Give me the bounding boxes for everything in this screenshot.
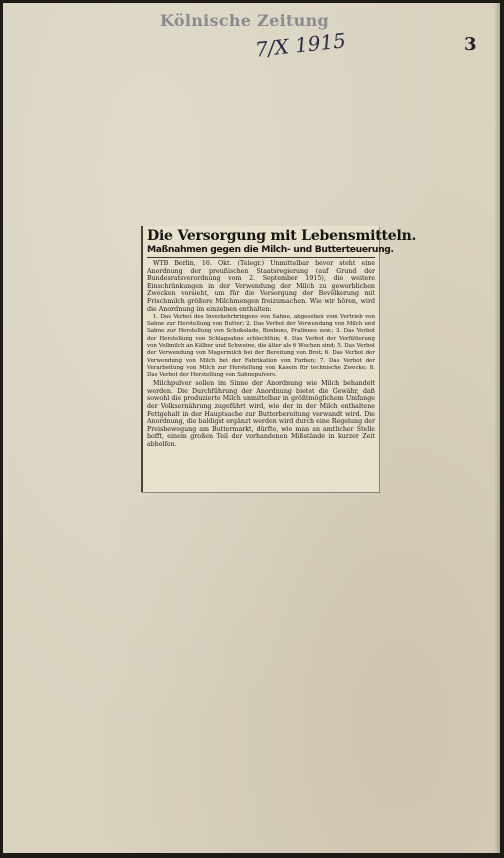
article-headline: Die Versorgung mit Lebensmitteln. <box>147 228 417 244</box>
article-paragraph-intro: WTB Berlin, 16. Okt. (Telegr.) Unmittelbar bevor steht eine Anordnung der preußischen Staatsregierung (auf Grund der Bundesratsverordnung vom 2. September 1915), die weitere Einschränkungen in der Verwendung der Milch zu gewerblichen Zwecken vorsieht, um für die Versorgung der Bevölkerung mit Frischmilch größere Milchmengen freizumachen. Wie wir hören, wird die Anordnung im einzelnen enthalten: <box>147 260 375 313</box>
page-number: 3 <box>464 34 477 55</box>
article-subheadline: Maßnahmen gegen die Milch- und Butterteuerung. <box>147 244 375 258</box>
clipping-edge <box>141 226 143 492</box>
archive-sheet <box>3 3 500 853</box>
article-paragraph-list: 1. Das Verbot des Inverkehrbringens von Sahne, abgesehen vom Vertrieb von Sahne zur Herstellung von Butter; 2. Das Verbot der Verwendung von Milch und Sahne zur Herstellung von Schokolade, Bonbons, Pralinees usw.; 3. Das Verbot der Herstellung von Schlagsahne schlechthin; 4. Das Verbot der Verfütterung von Vollmilch an Kälber und Schweine, die älter als 6 Wochen sind; 5. Das Verbot der Verwendung von Magermilch bei der Bereitung von Brot; 6. Das Verbot der Verwendung von Milch bei der Fabrikation von Farben; 7. Das Verbot der Verarbeitung von Milch zur Herstellung von Kasein für technische Zwecke; 8. Das Verbot der Herstellung von Sahnepulvers. <box>147 313 375 379</box>
newspaper-clipping <box>141 226 417 492</box>
sheet-edge-shadow <box>494 3 500 853</box>
newspaper-title: Kölnische Zeitung <box>160 11 330 30</box>
article-paragraph-conclusion: Milchpulver sollen im Sinne der Anordnung wie Milch behandelt werden. Die Durchführung der Anordnung bietet die Gewähr, daß sowohl die produzierte Milch unmittelbar in größtmöglichem Umfange der Volksernährung zugeführt wird, wie der in der Milch enthaltene Fettgehalt in der Hauptsache zur Butterbereitung verwandt wird. Die Anordnung, die baldigst ergänzt werden wird durch eine Regelung der Preisbewegung am Buttermarkt, dürfte, wie man an amtlicher Stelle hofft, einem großen Teil der vorhandenen Mißstände in kurzer Zeit abhelfen. <box>147 380 375 448</box>
handwritten-date: 7/X 1915 <box>253 28 347 62</box>
